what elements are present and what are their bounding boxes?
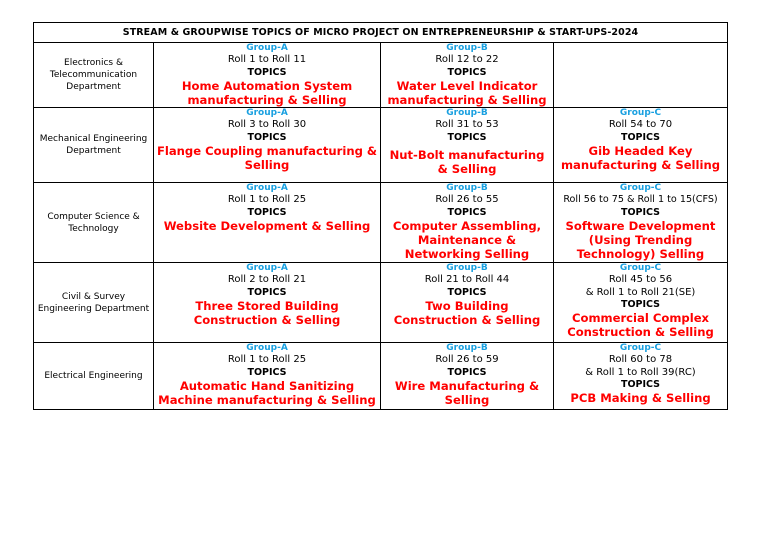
roll-range: Roll 45 to 56 xyxy=(608,274,673,285)
department-cell: Electronics & Telecommunication Department xyxy=(34,43,154,108)
group-label: Group-A xyxy=(246,43,288,53)
roll-range: Roll 21 to Roll 44 xyxy=(424,274,510,285)
department-cell: Computer Science & Technology xyxy=(34,183,154,263)
topic-text: Two Building Construction & Selling xyxy=(393,298,541,327)
group-cell xyxy=(554,108,728,183)
topics-label: TOPICS xyxy=(620,131,661,143)
roll-range: Roll 1 to Roll 11 xyxy=(227,54,307,65)
topic-text: Commercial Complex Construction & Selling xyxy=(567,311,714,339)
group-cell xyxy=(154,108,381,183)
roll-range: Roll 12 to 22 xyxy=(435,54,499,65)
topics-label: TOPICS xyxy=(247,66,287,78)
topics-label: TOPICS xyxy=(620,206,661,218)
roll-range: Roll 56 to 75 & Roll 1 to 15(CFS) xyxy=(563,194,718,205)
topic-text: Website Development & Selling xyxy=(163,218,371,233)
group-cell xyxy=(381,263,554,343)
group-cell xyxy=(381,183,554,263)
table-row xyxy=(34,183,728,263)
group-label: Group-A xyxy=(246,263,288,273)
table-row xyxy=(34,43,728,108)
topics-label: TOPICS xyxy=(447,131,487,143)
topic-text: Computer Assembling, Maintenance & Networking Selling xyxy=(392,218,542,261)
group-cell xyxy=(154,263,381,343)
group-cell xyxy=(154,43,381,108)
group-cell xyxy=(381,43,554,108)
topic-text: Three Stored Building Construction & Selling xyxy=(193,298,341,327)
topics-label: TOPICS xyxy=(620,299,661,310)
group-cell xyxy=(381,343,554,410)
roll-range: Roll 54 to 70 xyxy=(608,119,673,130)
group-cell xyxy=(154,183,381,263)
department-cell: Mechanical Engineering Department xyxy=(34,108,154,183)
group-label: Group-C xyxy=(619,263,662,273)
group-cell xyxy=(554,263,728,343)
group-cell xyxy=(554,183,728,263)
topic-text: Home Automation System manufacturing & Selling xyxy=(181,78,353,107)
table-row xyxy=(34,343,728,410)
group-cell xyxy=(381,108,554,183)
group-label: Group-C xyxy=(619,108,662,118)
table-title: STREAM & GROUPWISE TOPICS OF MICRO PROJECT ON ENTREPRENEURSHIP & START-UPS-2024 xyxy=(34,23,728,43)
roll-range-extra: & Roll 1 to Roll 21(SE) xyxy=(585,286,696,298)
table-row xyxy=(34,108,728,183)
roll-range: Roll 3 to Roll 30 xyxy=(227,119,307,130)
topics-label: TOPICS xyxy=(247,206,287,218)
roll-range: Roll 26 to 55 xyxy=(435,194,499,205)
roll-range: Roll 60 to 78 xyxy=(608,354,673,365)
topic-text: Wire Manufacturing & Selling xyxy=(394,378,540,407)
roll-range: Roll 1 to Roll 25 xyxy=(227,354,307,365)
topic-text: Automatic Hand Sanitizing Machine manufacturing & Selling xyxy=(158,378,376,407)
group-cell xyxy=(554,343,728,410)
topics-label: TOPICS xyxy=(447,286,487,298)
title-row xyxy=(34,23,728,43)
topics-label: TOPICS xyxy=(247,366,287,378)
empty-cell xyxy=(554,43,728,108)
topic-text: Nut-Bolt manufacturing & Selling xyxy=(389,147,545,176)
department-cell: Electrical Engineering xyxy=(34,343,154,410)
roll-range: Roll 31 to 53 xyxy=(435,119,499,130)
topic-text: Flange Coupling manufacturing & Selling xyxy=(156,143,378,172)
roll-range-extra: & Roll 1 to Roll 39(RC) xyxy=(585,366,696,378)
group-label: Group-B xyxy=(446,183,488,193)
roll-range: Roll 26 to 59 xyxy=(435,354,499,365)
group-label: Group-A xyxy=(246,183,288,193)
topics-label: TOPICS xyxy=(247,286,287,298)
group-label: Group-B xyxy=(446,343,488,353)
topic-text: Gib Headed Key manufacturing & Selling xyxy=(560,143,721,172)
group-label: Group-B xyxy=(446,108,488,118)
topic-text: Water Level Indicator manufacturing & Selling xyxy=(387,78,547,107)
group-label: Group-B xyxy=(446,263,488,273)
group-label: Group-B xyxy=(446,43,488,53)
topics-label: TOPICS xyxy=(447,66,487,78)
table-row xyxy=(34,263,728,343)
group-label: Group-C xyxy=(619,343,662,353)
topic-text: Software Development (Using Trending Technology) Selling xyxy=(565,218,716,261)
roll-range: Roll 2 to Roll 21 xyxy=(227,274,307,285)
group-label: Group-A xyxy=(246,108,288,118)
roll-range: Roll 1 to Roll 25 xyxy=(227,194,307,205)
topics-label: TOPICS xyxy=(620,379,661,390)
department-cell: Civil & Survey Engineering Department xyxy=(34,263,154,343)
topics-table xyxy=(33,22,728,410)
topics-label: TOPICS xyxy=(447,206,487,218)
group-label: Group-C xyxy=(619,183,662,193)
group-label: Group-A xyxy=(246,343,288,353)
topics-label: TOPICS xyxy=(247,131,287,143)
group-cell xyxy=(154,343,381,410)
topics-label: TOPICS xyxy=(447,366,487,378)
topic-text: PCB Making & Selling xyxy=(570,391,711,405)
